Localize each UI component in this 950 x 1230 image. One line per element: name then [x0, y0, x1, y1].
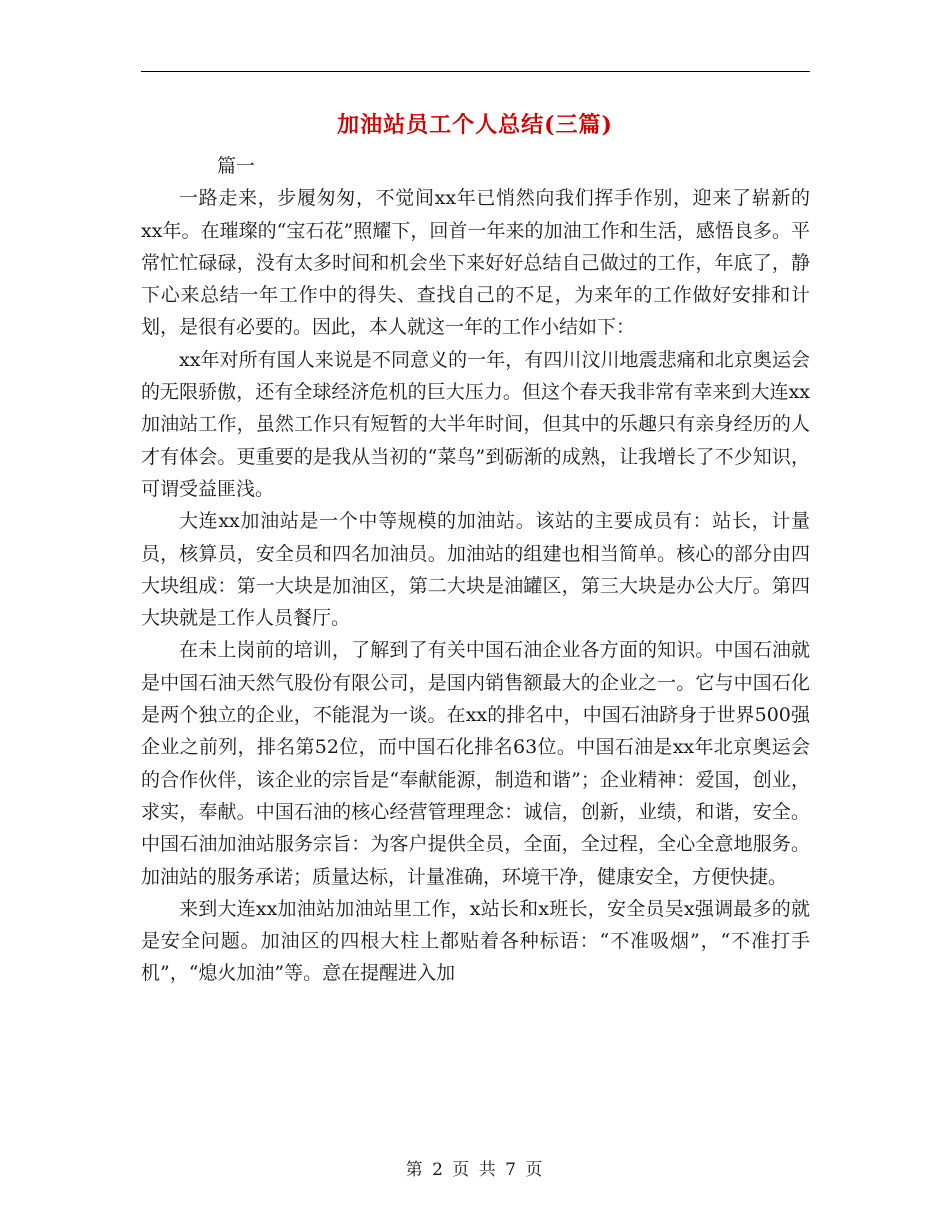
paragraph: 在未上岗前的培训，了解到了有关中国石油企业各方面的知识。中国石油就是中国石油天然气股份有限公司，是国内销售额最大的企业之一。它与中国石化是两个独立的企业，不能混为一谈。在xx的排名中，中国石油跻身于世界500强企业之前列，排名第52位，而中国石化排名63位。中国石油是xx年北京奥运会的合作伙伴，该企业的宗旨是“奉献能源，制造和谐”；企业精神：爱国，创业，求实，奉献。中国石油的核心经营管理理念：诚信，创新，业绩，和谐，安全。中国石油加油站服务宗旨：为客户提供全员，全面，全过程，全心全意地服务。加油站的服务承诺；质量达标，计量准确，环境干净，健康安全，方便快捷。	[141, 639, 810, 888]
document-title: 加油站员工个人总结(三篇)	[337, 112, 613, 138]
paragraph: 一路走来，步履匆匆，不觉间xx年已悄然向我们挥手作别，迎来了崭新的xx年。在璀璨的“宝石花”照耀下，回首一年来的加油工作和生活，感悟良多。平常忙忙碌碌，没有太多时间和机会坐下来好好总结自己做过的工作，年底了，静下心来总结一年工作中的得失、查找自己的不足，为来年的工作做好安排和计划，是很有必要的。因此，本人就这一年的工作小结如下：	[141, 187, 810, 339]
paragraph: 来到大连xx加油站加油站里工作，x站长和x班长，安全员吴x强调最多的就是安全问题。加油区的四根大柱上都贴着各种标语：“不准吸烟”，“不准打手机”，“熄火加油”等。意在提醒进入加	[141, 897, 810, 985]
section-label: 篇一	[217, 155, 256, 177]
header-rule	[141, 71, 810, 72]
paragraph: 大连xx加油站是一个中等规模的加油站。该站的主要成员有：站长，计量员，核算员，安全员和四名加油员。加油站的组建也相当简单。核心的部分由四大块组成：第一大块是加油区，第二大块是油罐区，第三大块是办公大厅。第四大块就是工作人员餐厅。	[141, 510, 810, 630]
paragraph: xx年对所有国人来说是不同意义的一年，有四川汶川地震悲痛和北京奥运会的无限骄傲，还有全球经济危机的巨大压力。但这个春天我非常有幸来到大连xx加油站工作，虽然工作只有短暂的大半年时间，但其中的乐趣只有亲身经历的人才有体会。更重要的是我从当初的“菜鸟”到砺渐的成熟，让我增长了不少知识，可谓受益匪浅。	[141, 348, 810, 500]
page-footer: 第 2 页 共 7 页	[405, 1160, 545, 1180]
document-body	[141, 150, 810, 990]
